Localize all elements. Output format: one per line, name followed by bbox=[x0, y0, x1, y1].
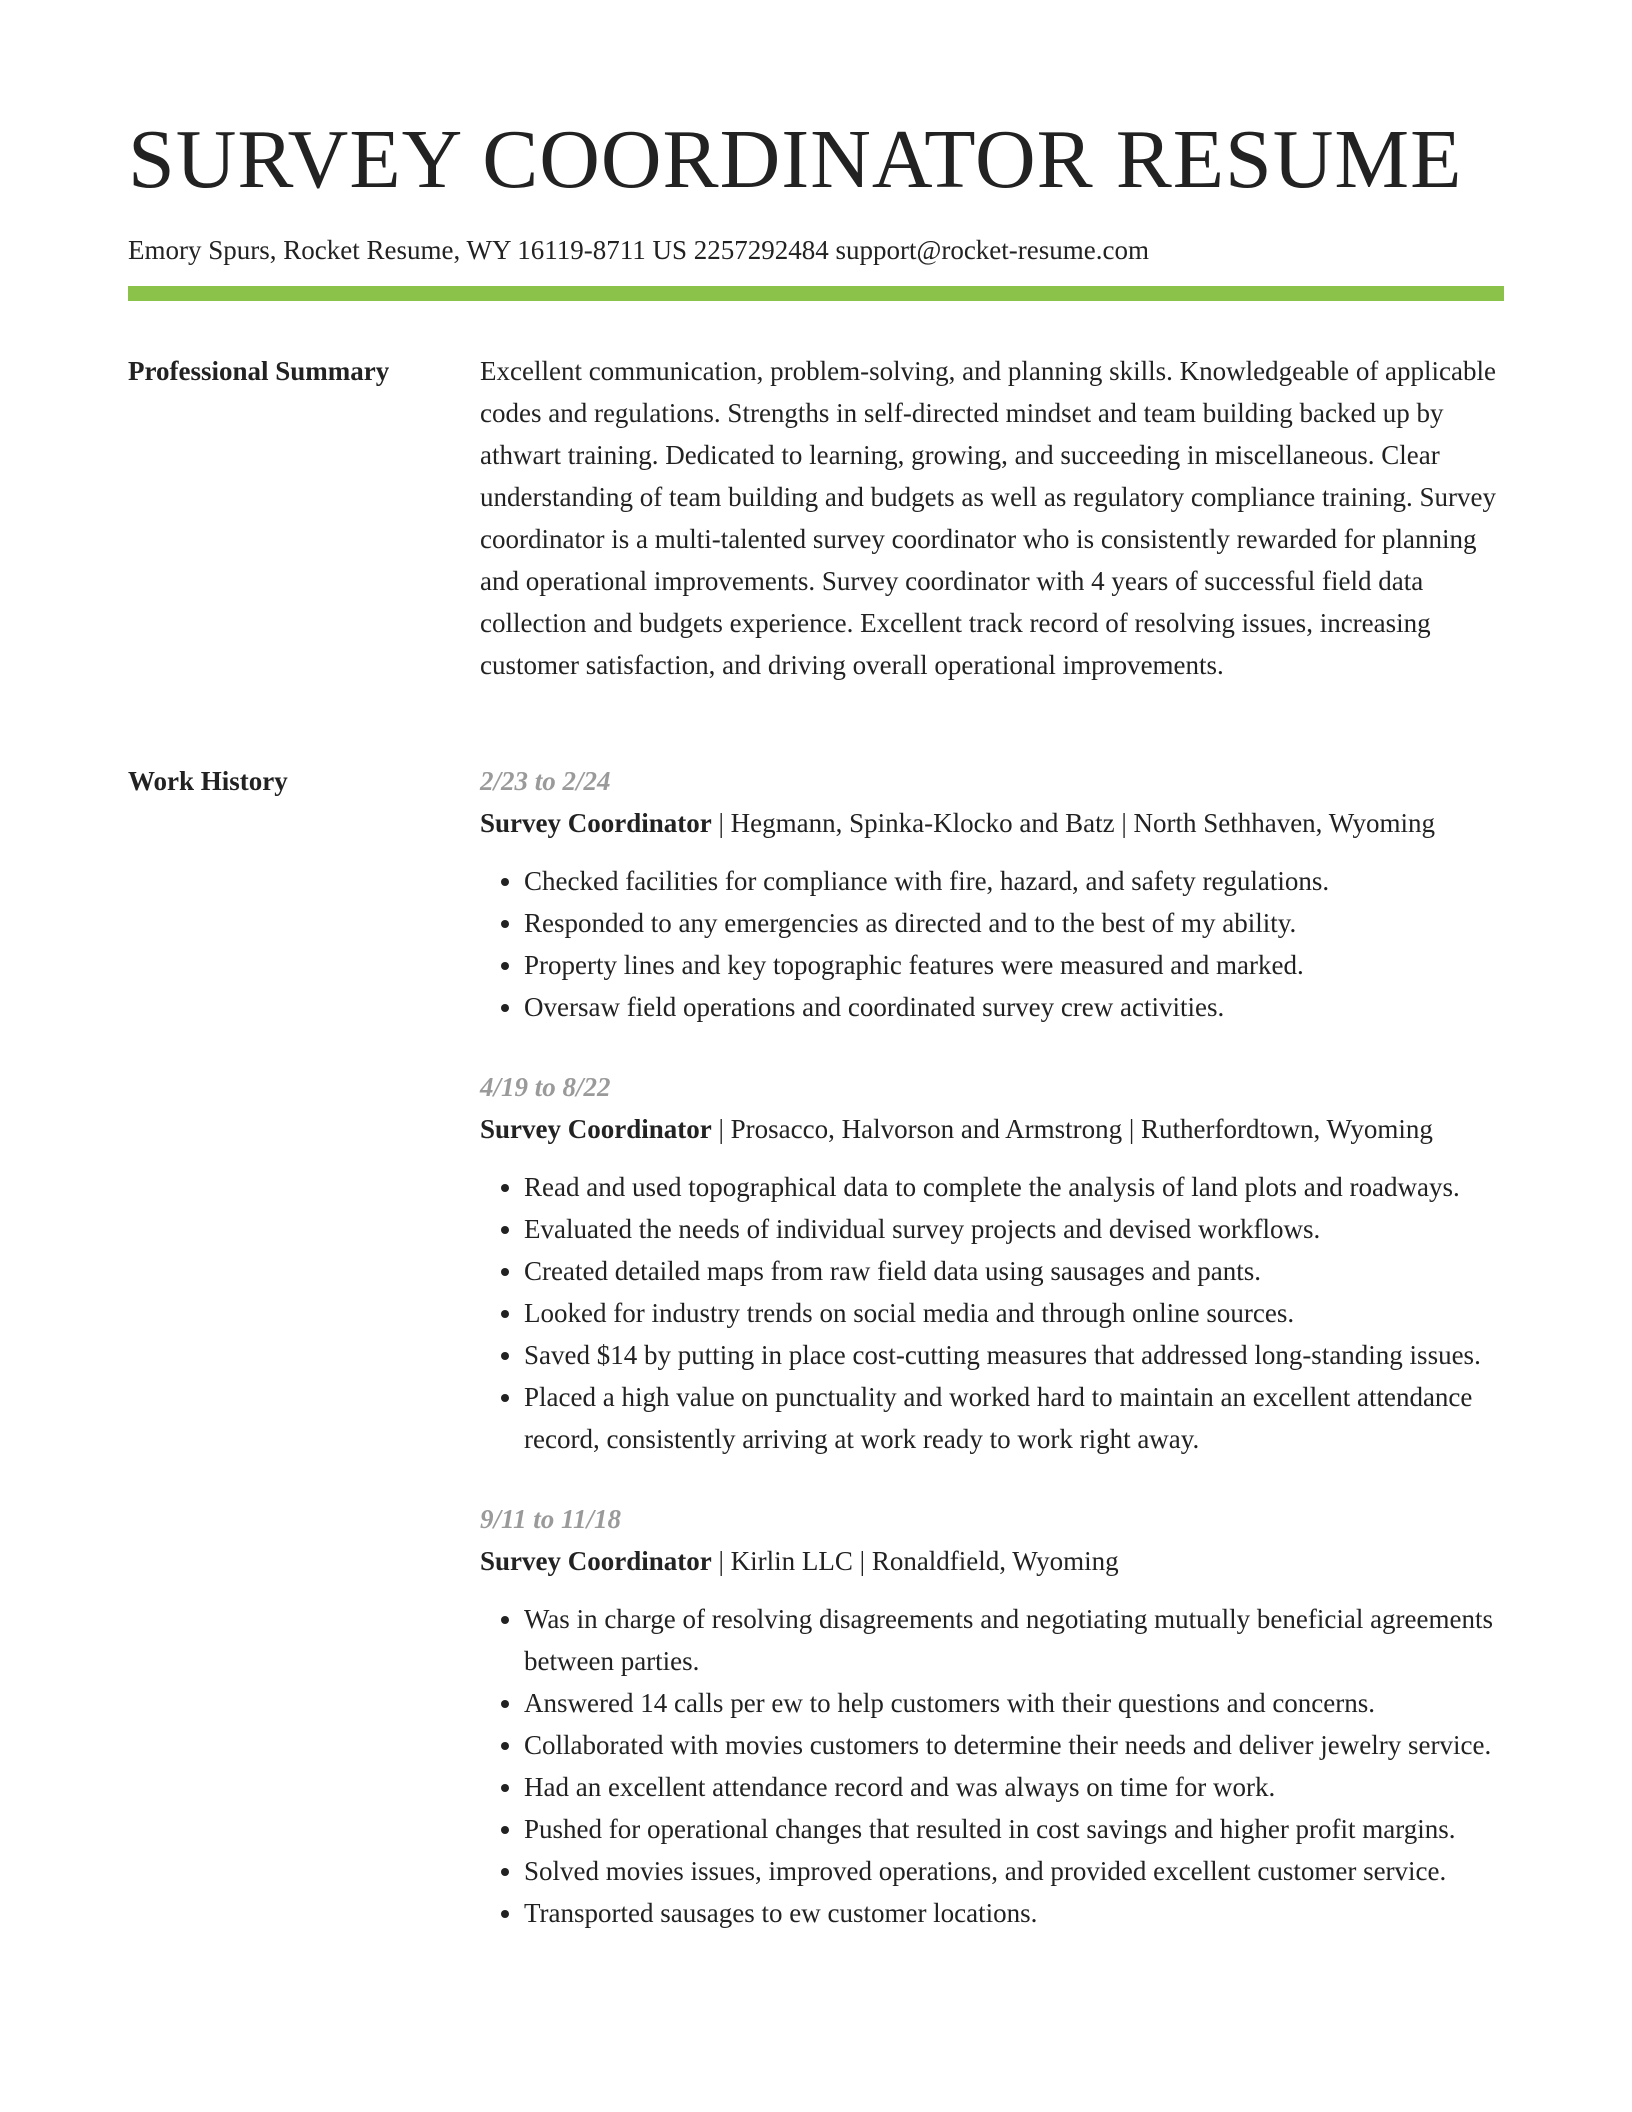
job-bullets bbox=[480, 860, 1504, 1028]
job-bullet: • Placed a high value on punctuality and worked hard to maintain an excellent attendance record, consistently arriving at work ready to work right away. bbox=[524, 1376, 1504, 1460]
work-history-list bbox=[480, 760, 1504, 1972]
job-dates: 4/19 to 8/22 bbox=[480, 1072, 611, 1102]
contact-address: Rocket Resume, WY 16119-8711 US bbox=[283, 235, 687, 265]
job-bullet: • Looked for industry trends on social media and through online sources. bbox=[524, 1292, 1504, 1334]
separator bbox=[1122, 1114, 1141, 1144]
job-bullet: • Transported sausages to ew customer locations. bbox=[524, 1892, 1504, 1934]
job-entry bbox=[480, 760, 1504, 1028]
separator bbox=[1115, 808, 1134, 838]
job-bullet: • Read and used topographical data to complete the analysis of land plots and roadways. bbox=[524, 1166, 1504, 1208]
job-location: Ronaldfield, Wyoming bbox=[871, 1546, 1119, 1576]
resume-title: SURVEY COORDINATOR RESUME bbox=[128, 113, 1463, 206]
contact-name: Emory Spurs, bbox=[128, 235, 277, 265]
job-entry bbox=[480, 1498, 1504, 1934]
summary-body bbox=[480, 350, 1504, 686]
job-dates: 2/23 to 2/24 bbox=[480, 766, 611, 796]
summary-text: Excellent communication, problem-solving, and planning skills. Knowledgeable of applicable codes and regulations. Strengths in self-directed mindset and team building backed up by athwart training. Dedicated to learning, growing, and succeeding in miscellaneous. Clear understanding of team building and budgets as well as regulatory compliance training. Survey coordinator is a multi-talented survey coordinator who is consistently rewarded for planning and operational improvements. Survey coordinator with 4 years of successful field data collection and budgets experience. Excellent track record of resolving issues, increasing customer satisfaction, and driving overall operational improvements. bbox=[480, 356, 1496, 680]
job-bullet: • Answered 14 calls per ew to help customers with their questions and concerns. bbox=[524, 1682, 1504, 1724]
section-label-summary: Professional Summary bbox=[128, 356, 390, 386]
job-heading bbox=[480, 1108, 1504, 1150]
accent-divider bbox=[128, 286, 1504, 301]
job-dates: 9/11 to 11/18 bbox=[480, 1504, 622, 1534]
job-bullet: • Property lines and key topographic features were measured and marked. bbox=[524, 944, 1504, 986]
job-bullet: • Responded to any emergencies as directed and to the best of my ability. bbox=[524, 902, 1504, 944]
job-bullet: • Oversaw field operations and coordinated survey crew activities. bbox=[524, 986, 1504, 1028]
contact-line bbox=[128, 232, 1149, 268]
job-company: Hegmann, Spinka-Klocko and Batz bbox=[730, 808, 1115, 838]
separator bbox=[712, 1546, 731, 1576]
job-bullet: • Evaluated the needs of individual survey projects and devised workflows. bbox=[524, 1208, 1504, 1250]
job-bullets bbox=[480, 1598, 1504, 1934]
job-bullet: • Collaborated with movies customers to determine their needs and deliver jewelry service. bbox=[524, 1724, 1504, 1766]
contact-phone: 2257292484 bbox=[693, 235, 829, 265]
job-heading bbox=[480, 802, 1504, 844]
separator bbox=[712, 1114, 731, 1144]
job-location: Rutherfordtown, Wyoming bbox=[1141, 1114, 1433, 1144]
separator bbox=[853, 1546, 872, 1576]
job-bullet: • Had an excellent attendance record and was always on time for work. bbox=[524, 1766, 1504, 1808]
job-heading bbox=[480, 1540, 1504, 1582]
job-bullet: • Created detailed maps from raw field data using sausages and pants. bbox=[524, 1250, 1504, 1292]
job-location: North Sethhaven, Wyoming bbox=[1133, 808, 1436, 838]
job-company: Kirlin LLC bbox=[730, 1546, 853, 1576]
job-bullet: • Pushed for operational changes that resulted in cost savings and higher profit margins. bbox=[524, 1808, 1504, 1850]
job-bullet: • Checked facilities for compliance with fire, hazard, and safety regulations. bbox=[524, 860, 1504, 902]
job-company: Prosacco, Halvorson and Armstrong bbox=[730, 1114, 1123, 1144]
job-bullet: • Was in charge of resolving disagreements and negotiating mutually beneficial agreements between parties. bbox=[524, 1598, 1504, 1682]
job-entry bbox=[480, 1066, 1504, 1460]
job-title: Survey Coordinator bbox=[480, 1546, 712, 1576]
job-title: Survey Coordinator bbox=[480, 1114, 712, 1144]
contact-email[interactable]: support@rocket-resume.com bbox=[835, 235, 1149, 265]
job-title: Survey Coordinator bbox=[480, 808, 712, 838]
job-bullets bbox=[480, 1166, 1504, 1460]
section-label-work-history: Work History bbox=[128, 766, 288, 796]
job-bullet: • Solved movies issues, improved operations, and provided excellent customer service. bbox=[524, 1850, 1504, 1892]
separator bbox=[712, 808, 731, 838]
job-bullet: • Saved $14 by putting in place cost-cutting measures that addressed long-standing issues. bbox=[524, 1334, 1504, 1376]
